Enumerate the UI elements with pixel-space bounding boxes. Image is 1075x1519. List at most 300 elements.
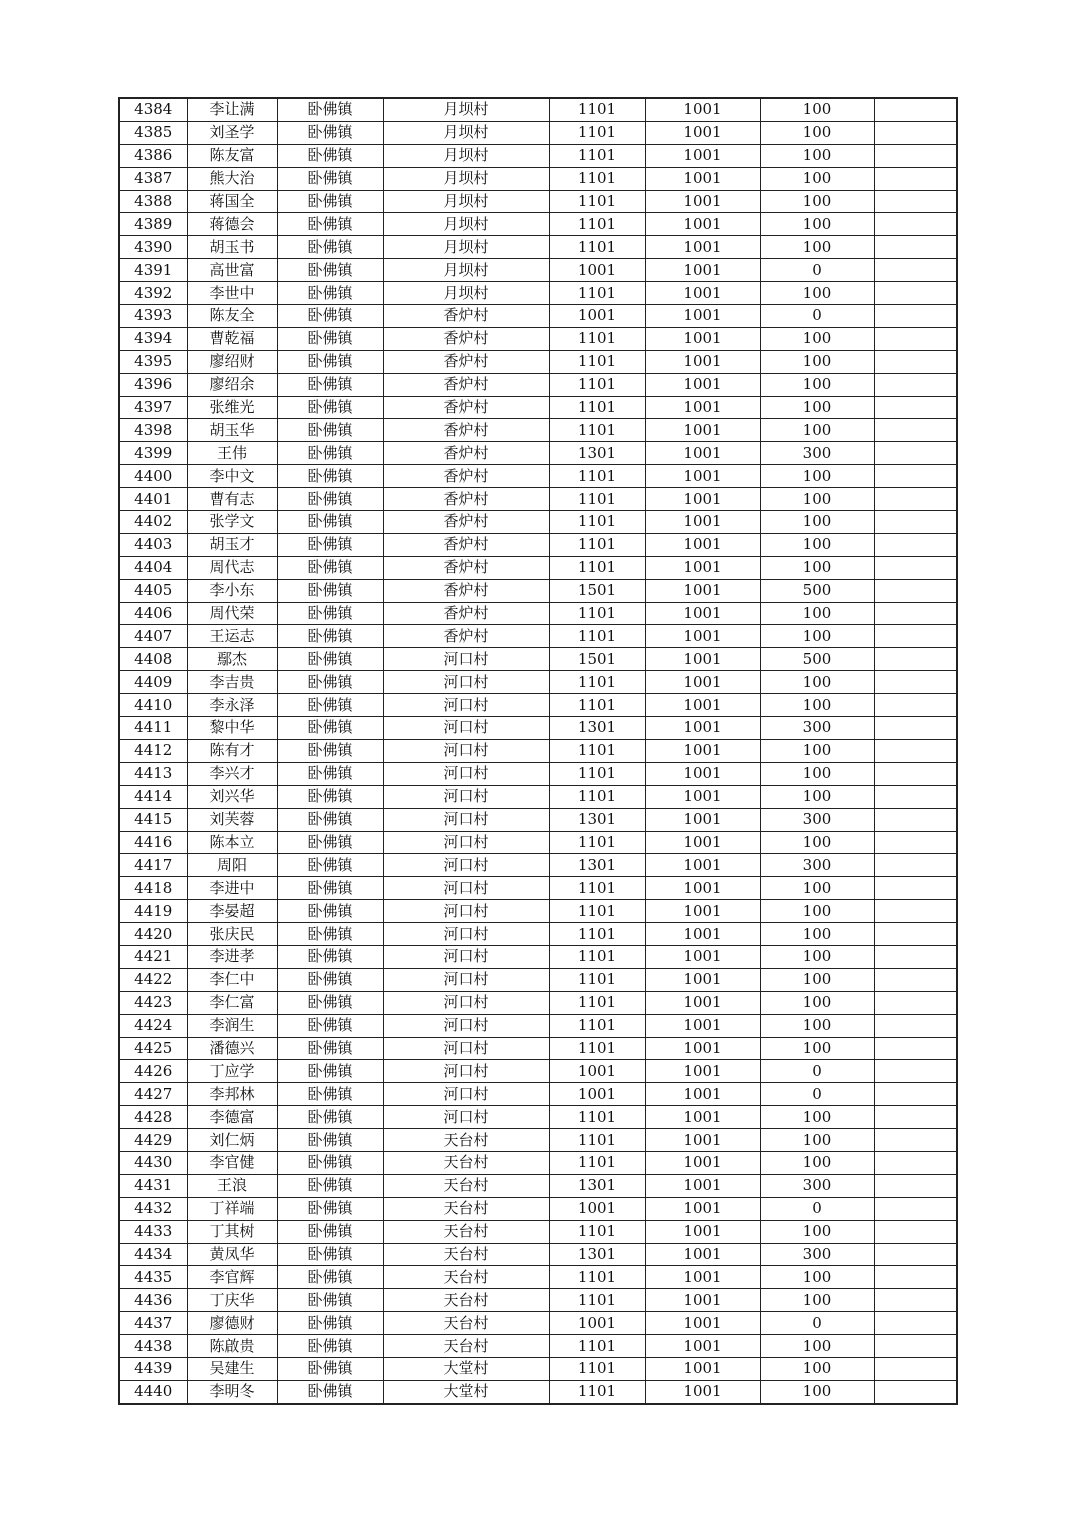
- amount-cell: 100: [760, 121, 874, 144]
- remark-cell: [874, 739, 957, 762]
- town-cell: 卧佛镇: [277, 1129, 383, 1152]
- code-b-cell: 1001: [645, 556, 760, 579]
- serial-number-cell: 4409: [119, 671, 187, 694]
- town-cell: 卧佛镇: [277, 488, 383, 511]
- remark-cell: [874, 923, 957, 946]
- amount-cell: 100: [760, 625, 874, 648]
- serial-number-cell: 4435: [119, 1266, 187, 1289]
- amount-cell: 100: [760, 327, 874, 350]
- amount-cell: 300: [760, 808, 874, 831]
- serial-number-cell: 4436: [119, 1289, 187, 1312]
- village-cell: 月坝村: [383, 121, 549, 144]
- code-a-cell: 1101: [549, 465, 645, 488]
- code-a-cell: 1101: [549, 945, 645, 968]
- amount-cell: 500: [760, 648, 874, 671]
- code-a-cell: 1001: [549, 1312, 645, 1335]
- remark-cell: [874, 144, 957, 167]
- code-b-cell: 1001: [645, 121, 760, 144]
- name-cell: 李邦林: [187, 1083, 277, 1106]
- code-b-cell: 1001: [645, 373, 760, 396]
- table-row: [119, 282, 957, 305]
- village-cell: 河口村: [383, 1014, 549, 1037]
- amount-cell: 100: [760, 1380, 874, 1403]
- serial-number-cell: 4438: [119, 1335, 187, 1358]
- remark-cell: [874, 671, 957, 694]
- code-a-cell: 1101: [549, 785, 645, 808]
- village-cell: 月坝村: [383, 167, 549, 190]
- serial-number-cell: 4434: [119, 1243, 187, 1266]
- name-cell: 胡玉华: [187, 419, 277, 442]
- name-cell: 曹乾福: [187, 327, 277, 350]
- code-a-cell: 1301: [549, 442, 645, 465]
- village-cell: 天台村: [383, 1243, 549, 1266]
- village-cell: 河口村: [383, 648, 549, 671]
- name-cell: 李润生: [187, 1014, 277, 1037]
- remark-cell: [874, 1335, 957, 1358]
- table-body: [119, 98, 957, 1404]
- code-a-cell: 1101: [549, 98, 645, 121]
- code-b-cell: 1001: [645, 259, 760, 282]
- remark-cell: [874, 1151, 957, 1174]
- table-row: [119, 808, 957, 831]
- code-b-cell: 1001: [645, 442, 760, 465]
- amount-cell: 0: [760, 1060, 874, 1083]
- code-a-cell: 1101: [549, 1014, 645, 1037]
- code-b-cell: 1001: [645, 144, 760, 167]
- amount-cell: 100: [760, 373, 874, 396]
- name-cell: 熊大治: [187, 167, 277, 190]
- serial-number-cell: 4415: [119, 808, 187, 831]
- village-cell: 香炉村: [383, 511, 549, 534]
- code-a-cell: 1101: [549, 282, 645, 305]
- town-cell: 卧佛镇: [277, 945, 383, 968]
- serial-number-cell: 4429: [119, 1129, 187, 1152]
- code-a-cell: 1101: [549, 1106, 645, 1129]
- amount-cell: 100: [760, 282, 874, 305]
- name-cell: 陈啟贵: [187, 1335, 277, 1358]
- village-cell: 天台村: [383, 1335, 549, 1358]
- name-cell: 王运志: [187, 625, 277, 648]
- name-cell: 李兴才: [187, 762, 277, 785]
- town-cell: 卧佛镇: [277, 1037, 383, 1060]
- code-a-cell: 1101: [549, 1335, 645, 1358]
- village-cell: 月坝村: [383, 98, 549, 121]
- name-cell: 李晏超: [187, 900, 277, 923]
- table-row: [119, 694, 957, 717]
- table-row: [119, 167, 957, 190]
- remark-cell: [874, 1083, 957, 1106]
- remark-cell: [874, 854, 957, 877]
- amount-cell: 300: [760, 1174, 874, 1197]
- name-cell: 张维光: [187, 396, 277, 419]
- code-b-cell: 1001: [645, 1243, 760, 1266]
- table-row: [119, 259, 957, 282]
- table-row: [119, 1083, 957, 1106]
- name-cell: 高世富: [187, 259, 277, 282]
- village-cell: 香炉村: [383, 556, 549, 579]
- table-row: [119, 511, 957, 534]
- remark-cell: [874, 350, 957, 373]
- table-row: [119, 1197, 957, 1220]
- amount-cell: 100: [760, 1129, 874, 1152]
- town-cell: 卧佛镇: [277, 625, 383, 648]
- code-b-cell: 1001: [645, 1335, 760, 1358]
- code-a-cell: 1101: [549, 533, 645, 556]
- remark-cell: [874, 305, 957, 328]
- town-cell: 卧佛镇: [277, 1335, 383, 1358]
- name-cell: 李明冬: [187, 1380, 277, 1403]
- code-b-cell: 1001: [645, 991, 760, 1014]
- village-cell: 香炉村: [383, 602, 549, 625]
- serial-number-cell: 4395: [119, 350, 187, 373]
- code-a-cell: 1101: [549, 762, 645, 785]
- village-cell: 天台村: [383, 1197, 549, 1220]
- code-b-cell: 1001: [645, 511, 760, 534]
- amount-cell: 0: [760, 1197, 874, 1220]
- town-cell: 卧佛镇: [277, 1266, 383, 1289]
- remark-cell: [874, 945, 957, 968]
- code-b-cell: 1001: [645, 625, 760, 648]
- table-row: [119, 305, 957, 328]
- table-row: [119, 1243, 957, 1266]
- table-row: [119, 350, 957, 373]
- amount-cell: 100: [760, 785, 874, 808]
- code-a-cell: 1101: [549, 373, 645, 396]
- village-cell: 河口村: [383, 739, 549, 762]
- remark-cell: [874, 465, 957, 488]
- town-cell: 卧佛镇: [277, 602, 383, 625]
- serial-number-cell: 4391: [119, 259, 187, 282]
- code-b-cell: 1001: [645, 167, 760, 190]
- amount-cell: 100: [760, 1220, 874, 1243]
- remark-cell: [874, 602, 957, 625]
- town-cell: 卧佛镇: [277, 1014, 383, 1037]
- serial-number-cell: 4396: [119, 373, 187, 396]
- serial-number-cell: 4423: [119, 991, 187, 1014]
- code-b-cell: 1001: [645, 236, 760, 259]
- code-b-cell: 1001: [645, 1037, 760, 1060]
- remark-cell: [874, 1174, 957, 1197]
- table-row: [119, 831, 957, 854]
- code-b-cell: 1001: [645, 98, 760, 121]
- serial-number-cell: 4421: [119, 945, 187, 968]
- village-cell: 河口村: [383, 808, 549, 831]
- code-b-cell: 1001: [645, 1289, 760, 1312]
- town-cell: 卧佛镇: [277, 1106, 383, 1129]
- town-cell: 卧佛镇: [277, 167, 383, 190]
- amount-cell: 100: [760, 671, 874, 694]
- amount-cell: 100: [760, 236, 874, 259]
- village-cell: 河口村: [383, 1037, 549, 1060]
- serial-number-cell: 4386: [119, 144, 187, 167]
- village-cell: 河口村: [383, 1106, 549, 1129]
- table-row: [119, 373, 957, 396]
- town-cell: 卧佛镇: [277, 1174, 383, 1197]
- code-b-cell: 1001: [645, 739, 760, 762]
- town-cell: 卧佛镇: [277, 396, 383, 419]
- amount-cell: 300: [760, 442, 874, 465]
- name-cell: 李官辉: [187, 1266, 277, 1289]
- code-a-cell: 1001: [549, 305, 645, 328]
- amount-cell: 300: [760, 854, 874, 877]
- town-cell: 卧佛镇: [277, 1060, 383, 1083]
- name-cell: 刘芙蓉: [187, 808, 277, 831]
- name-cell: 丁其树: [187, 1220, 277, 1243]
- town-cell: 卧佛镇: [277, 648, 383, 671]
- serial-number-cell: 4404: [119, 556, 187, 579]
- town-cell: 卧佛镇: [277, 556, 383, 579]
- serial-number-cell: 4410: [119, 694, 187, 717]
- table-row: [119, 236, 957, 259]
- table-row: [119, 98, 957, 121]
- town-cell: 卧佛镇: [277, 831, 383, 854]
- name-cell: 蒋德会: [187, 213, 277, 236]
- town-cell: 卧佛镇: [277, 98, 383, 121]
- amount-cell: 100: [760, 1335, 874, 1358]
- village-cell: 香炉村: [383, 442, 549, 465]
- village-cell: 天台村: [383, 1220, 549, 1243]
- town-cell: 卧佛镇: [277, 671, 383, 694]
- code-a-cell: 1101: [549, 991, 645, 1014]
- code-b-cell: 1001: [645, 854, 760, 877]
- amount-cell: 100: [760, 739, 874, 762]
- town-cell: 卧佛镇: [277, 717, 383, 740]
- town-cell: 卧佛镇: [277, 121, 383, 144]
- code-a-cell: 1101: [549, 602, 645, 625]
- town-cell: 卧佛镇: [277, 465, 383, 488]
- remark-cell: [874, 488, 957, 511]
- serial-number-cell: 4408: [119, 648, 187, 671]
- town-cell: 卧佛镇: [277, 236, 383, 259]
- name-cell: 周阳: [187, 854, 277, 877]
- name-cell: 廖绍财: [187, 350, 277, 373]
- code-b-cell: 1001: [645, 762, 760, 785]
- town-cell: 卧佛镇: [277, 739, 383, 762]
- code-a-cell: 1101: [549, 1289, 645, 1312]
- name-cell: 刘兴华: [187, 785, 277, 808]
- village-cell: 大堂村: [383, 1380, 549, 1403]
- remark-cell: [874, 648, 957, 671]
- name-cell: 蒋国全: [187, 190, 277, 213]
- town-cell: 卧佛镇: [277, 1380, 383, 1403]
- code-b-cell: 1001: [645, 533, 760, 556]
- village-cell: 香炉村: [383, 625, 549, 648]
- serial-number-cell: 4426: [119, 1060, 187, 1083]
- name-cell: 李中文: [187, 465, 277, 488]
- code-a-cell: 1101: [549, 1380, 645, 1403]
- village-cell: 河口村: [383, 1060, 549, 1083]
- village-cell: 河口村: [383, 1083, 549, 1106]
- serial-number-cell: 4440: [119, 1380, 187, 1403]
- table-row: [119, 213, 957, 236]
- name-cell: 黄凤华: [187, 1243, 277, 1266]
- town-cell: 卧佛镇: [277, 1083, 383, 1106]
- amount-cell: 100: [760, 923, 874, 946]
- name-cell: 李进中: [187, 877, 277, 900]
- amount-cell: 100: [760, 465, 874, 488]
- table-row: [119, 648, 957, 671]
- serial-number-cell: 4417: [119, 854, 187, 877]
- town-cell: 卧佛镇: [277, 533, 383, 556]
- code-b-cell: 1001: [645, 465, 760, 488]
- town-cell: 卧佛镇: [277, 442, 383, 465]
- table-row: [119, 854, 957, 877]
- village-cell: 月坝村: [383, 144, 549, 167]
- amount-cell: 300: [760, 1243, 874, 1266]
- remark-cell: [874, 442, 957, 465]
- code-b-cell: 1001: [645, 945, 760, 968]
- town-cell: 卧佛镇: [277, 785, 383, 808]
- name-cell: 刘圣学: [187, 121, 277, 144]
- amount-cell: 100: [760, 144, 874, 167]
- serial-number-cell: 4392: [119, 282, 187, 305]
- amount-cell: 100: [760, 396, 874, 419]
- amount-cell: 0: [760, 1083, 874, 1106]
- table-row: [119, 1357, 957, 1380]
- code-b-cell: 1001: [645, 190, 760, 213]
- town-cell: 卧佛镇: [277, 144, 383, 167]
- village-cell: 河口村: [383, 923, 549, 946]
- table-row: [119, 968, 957, 991]
- table-row: [119, 1266, 957, 1289]
- town-cell: 卧佛镇: [277, 282, 383, 305]
- code-b-cell: 1001: [645, 900, 760, 923]
- remark-cell: [874, 808, 957, 831]
- code-b-cell: 1001: [645, 648, 760, 671]
- village-cell: 河口村: [383, 968, 549, 991]
- village-cell: 河口村: [383, 671, 549, 694]
- serial-number-cell: 4403: [119, 533, 187, 556]
- village-cell: 香炉村: [383, 419, 549, 442]
- village-cell: 河口村: [383, 831, 549, 854]
- town-cell: 卧佛镇: [277, 991, 383, 1014]
- table-row: [119, 900, 957, 923]
- remark-cell: [874, 1243, 957, 1266]
- table-row: [119, 1037, 957, 1060]
- village-cell: 香炉村: [383, 465, 549, 488]
- amount-cell: 0: [760, 1312, 874, 1335]
- code-b-cell: 1001: [645, 808, 760, 831]
- serial-number-cell: 4411: [119, 717, 187, 740]
- serial-number-cell: 4401: [119, 488, 187, 511]
- remark-cell: [874, 831, 957, 854]
- town-cell: 卧佛镇: [277, 968, 383, 991]
- serial-number-cell: 4399: [119, 442, 187, 465]
- town-cell: 卧佛镇: [277, 900, 383, 923]
- name-cell: 李吉贵: [187, 671, 277, 694]
- amount-cell: 100: [760, 511, 874, 534]
- village-cell: 香炉村: [383, 327, 549, 350]
- code-a-cell: 1101: [549, 1151, 645, 1174]
- code-b-cell: 1001: [645, 1357, 760, 1380]
- table-row: [119, 1014, 957, 1037]
- amount-cell: 300: [760, 717, 874, 740]
- amount-cell: 100: [760, 556, 874, 579]
- town-cell: 卧佛镇: [277, 694, 383, 717]
- remark-cell: [874, 1266, 957, 1289]
- remark-cell: [874, 1312, 957, 1335]
- remark-cell: [874, 556, 957, 579]
- remark-cell: [874, 1037, 957, 1060]
- table-row: [119, 739, 957, 762]
- table-row: [119, 579, 957, 602]
- code-b-cell: 1001: [645, 350, 760, 373]
- town-cell: 卧佛镇: [277, 1220, 383, 1243]
- table-row: [119, 877, 957, 900]
- town-cell: 卧佛镇: [277, 419, 383, 442]
- remark-cell: [874, 1060, 957, 1083]
- serial-number-cell: 4407: [119, 625, 187, 648]
- code-a-cell: 1101: [549, 213, 645, 236]
- town-cell: 卧佛镇: [277, 190, 383, 213]
- name-cell: 刘仁炳: [187, 1129, 277, 1152]
- serial-number-cell: 4394: [119, 327, 187, 350]
- table-row: [119, 1174, 957, 1197]
- serial-number-cell: 4439: [119, 1357, 187, 1380]
- amount-cell: 100: [760, 1106, 874, 1129]
- village-cell: 香炉村: [383, 579, 549, 602]
- code-a-cell: 1001: [549, 1197, 645, 1220]
- table-row: [119, 419, 957, 442]
- name-cell: 丁应学: [187, 1060, 277, 1083]
- code-a-cell: 1101: [549, 1357, 645, 1380]
- code-a-cell: 1101: [549, 739, 645, 762]
- remark-cell: [874, 1289, 957, 1312]
- name-cell: 陈友全: [187, 305, 277, 328]
- table-row: [119, 1289, 957, 1312]
- remark-cell: [874, 968, 957, 991]
- village-cell: 河口村: [383, 694, 549, 717]
- code-b-cell: 1001: [645, 785, 760, 808]
- amount-cell: 100: [760, 167, 874, 190]
- village-cell: 河口村: [383, 854, 549, 877]
- village-cell: 天台村: [383, 1151, 549, 1174]
- code-b-cell: 1001: [645, 1060, 760, 1083]
- name-cell: 曹有志: [187, 488, 277, 511]
- code-a-cell: 1101: [549, 694, 645, 717]
- code-a-cell: 1101: [549, 625, 645, 648]
- serial-number-cell: 4388: [119, 190, 187, 213]
- table-row: [119, 625, 957, 648]
- code-a-cell: 1301: [549, 854, 645, 877]
- code-b-cell: 1001: [645, 305, 760, 328]
- code-a-cell: 1101: [549, 350, 645, 373]
- code-a-cell: 1101: [549, 923, 645, 946]
- town-cell: 卧佛镇: [277, 213, 383, 236]
- code-a-cell: 1301: [549, 1174, 645, 1197]
- table-row: [119, 1312, 957, 1335]
- code-a-cell: 1101: [549, 190, 645, 213]
- name-cell: 胡玉书: [187, 236, 277, 259]
- serial-number-cell: 4427: [119, 1083, 187, 1106]
- serial-number-cell: 4433: [119, 1220, 187, 1243]
- code-a-cell: 1101: [549, 1266, 645, 1289]
- serial-number-cell: 4430: [119, 1151, 187, 1174]
- code-a-cell: 1101: [549, 236, 645, 259]
- amount-cell: 100: [760, 98, 874, 121]
- town-cell: 卧佛镇: [277, 327, 383, 350]
- village-cell: 天台村: [383, 1174, 549, 1197]
- remark-cell: [874, 900, 957, 923]
- code-b-cell: 1001: [645, 968, 760, 991]
- serial-number-cell: 4387: [119, 167, 187, 190]
- code-b-cell: 1001: [645, 1083, 760, 1106]
- amount-cell: 100: [760, 602, 874, 625]
- amount-cell: 0: [760, 305, 874, 328]
- name-cell: 陈友富: [187, 144, 277, 167]
- name-cell: 李德富: [187, 1106, 277, 1129]
- code-b-cell: 1001: [645, 1014, 760, 1037]
